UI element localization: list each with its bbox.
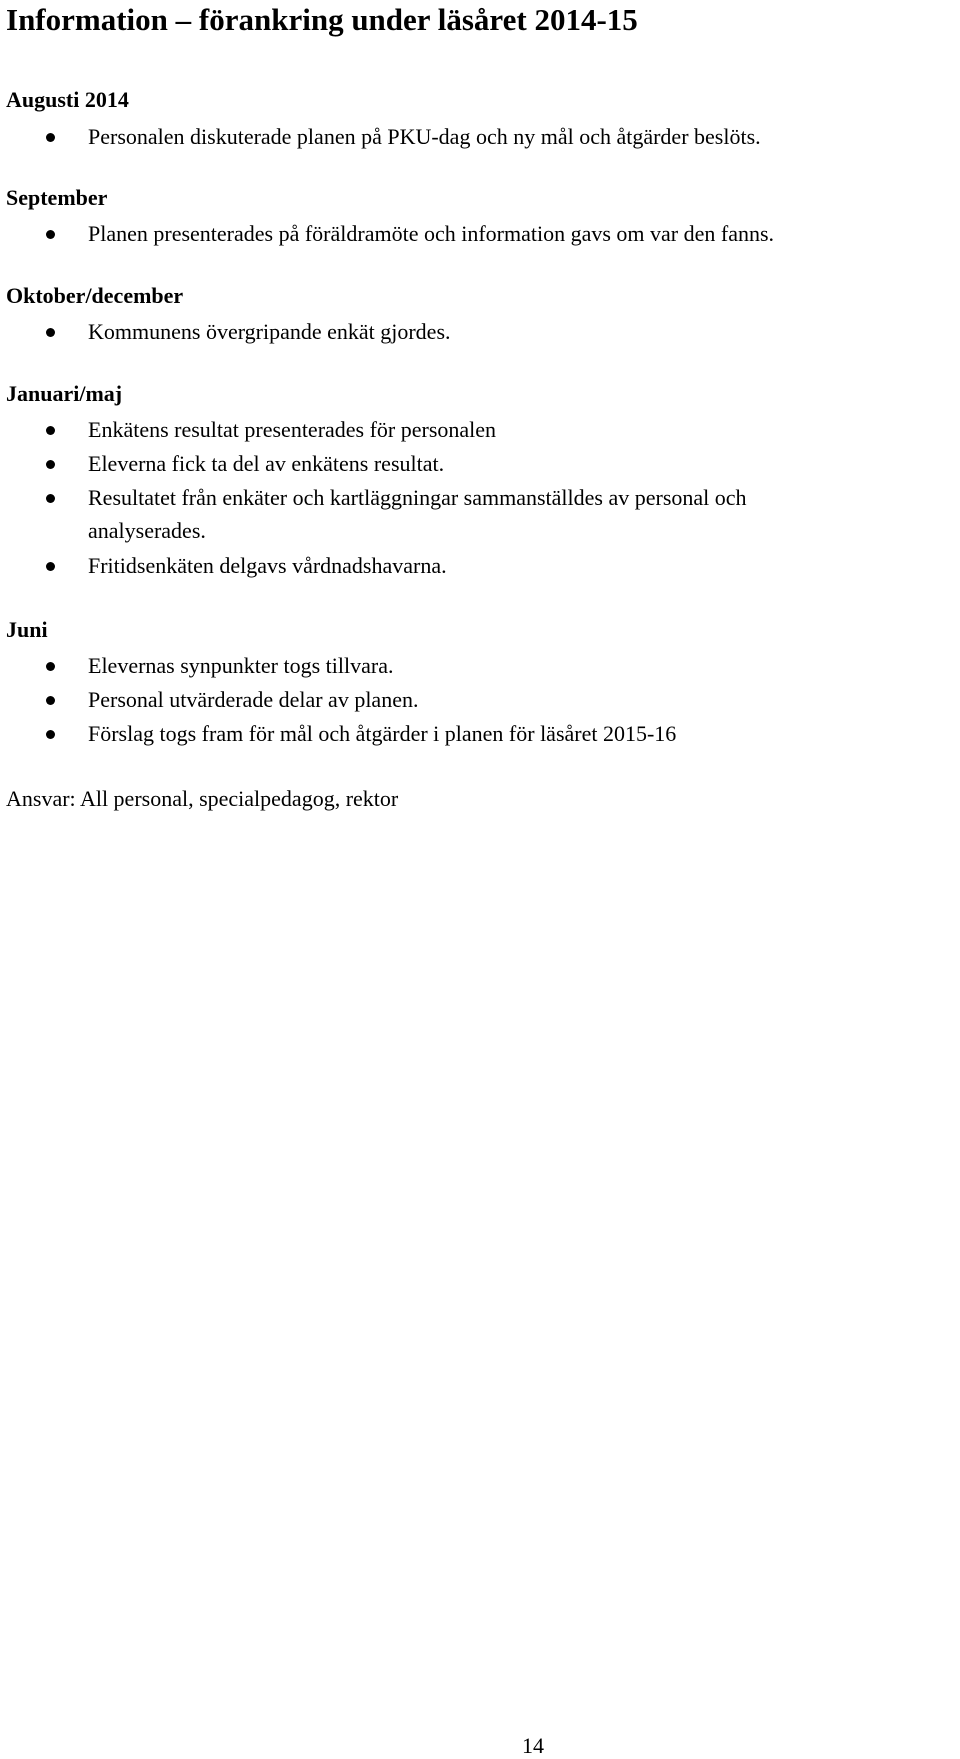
list-item: Resultatet från enkäter och kartläggningar sammanställdes av personal och: [88, 485, 747, 510]
list-item: Enkätens resultat presenterades för personalen: [88, 417, 497, 442]
list-item-continuation: analyserades.: [88, 518, 206, 543]
list-item: Eleverna fick ta del av enkätens resultat.: [88, 451, 445, 476]
bullet-icon: [46, 562, 55, 571]
bullet-icon: [46, 696, 55, 705]
section-heading-augusti: Augusti 2014: [6, 87, 129, 112]
section-heading-juni: Juni: [6, 617, 48, 642]
page-number: 14: [522, 1733, 544, 1758]
bullet-icon: [46, 662, 55, 671]
section-heading-januari-maj: Januari/maj: [6, 381, 123, 406]
bullet-icon: [46, 730, 55, 739]
page-title: Information – förankring under läsåret 2014-15: [6, 2, 638, 37]
list-item: Personalen diskuterade planen på PKU-dag och ny mål och åtgärder beslöts.: [88, 124, 761, 149]
list-item: Fritidsenkäten delgavs vårdnadshavarna.: [88, 553, 447, 578]
list-item: Personal utvärderade delar av planen.: [88, 687, 419, 712]
list-item: Planen presenterades på föräldramöte och information gavs om var den fanns.: [88, 221, 775, 246]
bullet-icon: [46, 426, 55, 435]
bullet-icon: [46, 133, 55, 142]
section-heading-september: September: [6, 185, 108, 210]
bullet-icon: [46, 328, 55, 337]
responsibility-text: Ansvar: All personal, specialpedagog, rektor: [6, 786, 399, 811]
bullet-icon: [46, 494, 55, 503]
bullet-icon: [46, 460, 55, 469]
list-item: Kommunens övergripande enkät gjordes.: [88, 319, 451, 344]
list-item: Elevernas synpunkter togs tillvara.: [88, 653, 394, 678]
section-heading-oktober-december: Oktober/december: [6, 283, 184, 308]
list-item: Förslag togs fram för mål och åtgärder i planen för läsåret 2015-16: [88, 721, 677, 746]
bullet-icon: [46, 230, 55, 239]
